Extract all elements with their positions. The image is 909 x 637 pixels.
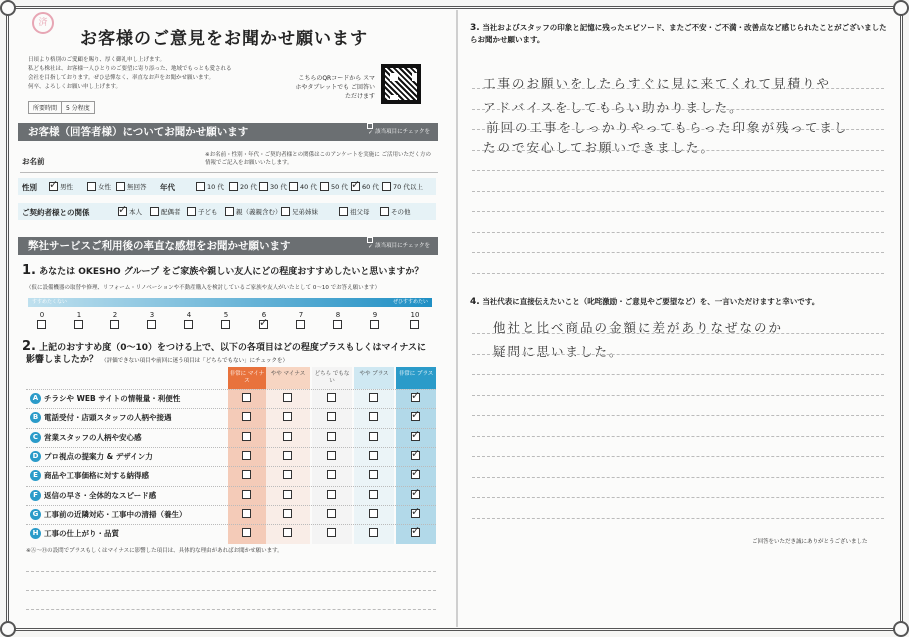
answer-line [472, 477, 884, 478]
name-line [20, 172, 438, 173]
time-required: 所要時間 5 分程度 [28, 101, 95, 114]
gender-option-label: 無回答 [127, 183, 147, 191]
answer-line [472, 170, 884, 171]
matrix-column-header: 非常に マイナス [228, 367, 266, 389]
checkbox-icon[interactable] [187, 207, 196, 216]
matrix-checkbox[interactable] [369, 432, 378, 441]
page-fold [456, 10, 458, 627]
intro-text: 日頃より格別のご愛顧を賜り、厚く御礼申し上げます。 私ども株社は、お客様一人ひとりのご要望に寄り添った、地域でもっとも愛される 会社を目指しております。ぜひ忌憚なく、率直なお声をお聞かせ願います。 何卒、よろしくお願い申し上げます。 [28, 57, 232, 90]
gender-option[interactable] [49, 182, 73, 191]
matrix-checkbox[interactable] [327, 528, 336, 537]
scale-checkbox[interactable] [221, 320, 230, 329]
answer-line [472, 333, 884, 334]
gender-option-label: 男性 [60, 183, 73, 191]
relation-option-label: 配偶者 [161, 208, 181, 216]
answer-line [472, 436, 884, 437]
answer-line [472, 109, 884, 110]
received-stamp: 済 [32, 12, 54, 34]
matrix-item-label [30, 412, 172, 423]
letter-badge: E [30, 470, 41, 481]
page-title: お客様のご意見をお聞かせ願います [80, 29, 368, 49]
matrix-checkbox[interactable] [411, 528, 420, 537]
matrix-checkbox[interactable] [327, 412, 336, 421]
matrix-item-label [30, 393, 180, 404]
matrix-item-label [30, 528, 119, 539]
matrix-checkbox[interactable] [283, 412, 292, 421]
q4-title: 4. 当社代表に直接伝えたいこと（叱咤激励・ご意見やご要望など）を、一言いただけますと幸いです。 [470, 297, 820, 307]
letter-badge: C [30, 432, 41, 443]
scale-number: 10 [410, 311, 420, 319]
age-option[interactable] [289, 182, 317, 191]
checkbox-icon[interactable] [339, 207, 348, 216]
gender-option[interactable] [87, 182, 111, 191]
matrix-checkbox[interactable] [411, 393, 420, 402]
answer-line [472, 252, 884, 253]
scale-number: 3 [149, 311, 155, 319]
checkbox-icon[interactable] [118, 207, 127, 216]
matrix-checkbox[interactable] [369, 393, 378, 402]
answer-line [26, 590, 436, 591]
matrix-column-header: やや プラス [354, 367, 394, 389]
matrix-checkbox[interactable] [283, 490, 292, 499]
relation-option[interactable] [225, 207, 282, 216]
recommend-scale-bar: すすめたくない ぜひすすめたい [28, 298, 432, 307]
q3-answer-line: アドバイスをしてもらい助かりました。 [483, 100, 744, 115]
matrix-column-header: どちら でもない [312, 367, 352, 389]
q4-answer-line: 他社と比べ商品の金額に差がありなぜなのか [493, 320, 784, 335]
scale-number: 9 [372, 311, 378, 319]
checkbox-icon[interactable] [225, 207, 234, 216]
matrix-item-text: 工事前の近隣対応・工事中の清掃（養生） [44, 509, 187, 519]
relation-option-label: 本人 [129, 208, 142, 216]
age-option[interactable] [229, 182, 257, 191]
checkbox-icon[interactable] [259, 182, 268, 191]
section-respondent-header: お客様（回答者様）についてお聞かせ願います ✓ 該当項目にチェックを [18, 123, 438, 141]
matrix-checkbox[interactable] [283, 528, 292, 537]
relation-option[interactable] [281, 207, 318, 216]
relation-option[interactable] [380, 207, 411, 216]
age-option[interactable] [320, 182, 348, 191]
age-option[interactable] [351, 182, 379, 191]
answer-line [472, 518, 884, 519]
matrix-checkbox[interactable] [242, 432, 251, 441]
checkbox-icon[interactable] [281, 207, 290, 216]
matrix-item-label [30, 432, 142, 443]
scale-checkbox[interactable] [110, 320, 119, 329]
matrix-item-text: 工事の仕上がり・品質 [44, 529, 119, 539]
age-label: 年代 [160, 183, 175, 192]
scale-checkbox[interactable] [410, 320, 419, 329]
answer-line [26, 571, 436, 572]
relation-option-label: 祖父母 [350, 208, 370, 216]
scale-checkbox[interactable] [370, 320, 379, 329]
q3-answer-line: 工事のお願いをしたらすぐに見に来てくれて見積りや [483, 76, 832, 91]
matrix-item-text: 営業スタッフの人柄や安心感 [44, 432, 142, 442]
age-option[interactable] [259, 182, 287, 191]
letter-badge: F [30, 490, 41, 501]
matrix-item-text: 返信の早さ・全体的なスピード感 [44, 490, 157, 500]
q2-title: 2. 上記のおすすめ度（0〜10）をつける上で、以下の各項目はどの程度プラスもしくはマイナスに [22, 339, 427, 354]
q2-footnote: ※Ⓐ〜Ⓗの設問でプラスもしくはマイナスに影響した項目は、具体的な理由があればお聞かせ願います。 [26, 548, 283, 554]
matrix-checkbox[interactable] [283, 470, 292, 479]
checkbox-icon[interactable] [87, 182, 96, 191]
letter-badge: H [30, 528, 41, 539]
matrix-checkbox[interactable] [411, 412, 420, 421]
answer-line [472, 150, 884, 151]
section-impression-header: 弊社サービスご利用後の率直な感想をお聞かせ願います ✓ 該当項目にチェックを [18, 237, 438, 255]
age-option-label: 70 代以上 [393, 183, 423, 191]
relation-option[interactable] [187, 207, 218, 216]
matrix-checkbox[interactable] [327, 470, 336, 479]
checkbox-icon[interactable] [49, 182, 58, 191]
gender-option-label: 女性 [98, 183, 111, 191]
scale-checkbox[interactable] [296, 320, 305, 329]
matrix-item-text: プロ視点の提案力 & デザイン力 [44, 451, 153, 461]
q4-answer-line: 疑問に思いました。 [493, 344, 624, 359]
matrix-checkbox[interactable] [327, 509, 336, 518]
gender-option[interactable] [116, 182, 147, 191]
answer-line [472, 88, 884, 89]
relation-option-label: 親（義親含む） [236, 208, 282, 216]
checkbox-icon[interactable] [320, 182, 329, 191]
checkbox-icon[interactable] [196, 182, 205, 191]
qr-code-icon [381, 64, 421, 104]
letter-badge: G [30, 509, 41, 520]
matrix-checkbox[interactable] [242, 470, 251, 479]
matrix-checkbox[interactable] [369, 509, 378, 518]
q2-title-line2: 影響しましたか？ （評価できない項目や前回に迷う項目は「どちらでもない」にチェックを） [26, 355, 288, 365]
checkbox-icon[interactable] [116, 182, 125, 191]
matrix-checkbox[interactable] [411, 509, 420, 518]
matrix-checkbox[interactable] [369, 451, 378, 460]
matrix-checkbox[interactable] [242, 528, 251, 537]
scale-number: 1 [76, 311, 82, 319]
matrix-checkbox[interactable] [411, 490, 420, 499]
matrix-checkbox[interactable] [411, 470, 420, 479]
letter-badge: D [30, 451, 41, 462]
answer-line [26, 609, 436, 610]
matrix-checkbox[interactable] [283, 432, 292, 441]
scale-checkbox[interactable] [259, 320, 268, 329]
matrix-column-header: やや マイナス [266, 367, 310, 389]
age-option[interactable] [196, 182, 224, 191]
matrix-item-text: 電話受付・店頭スタッフの人柄や接遇 [44, 413, 172, 423]
answer-line [472, 191, 884, 192]
name-label: お名前 [22, 157, 45, 166]
q3-title: 3. 当社およびスタッフの印象と記憶に残ったエピソード、またご不安・ご不満・改善点など感じられたことがございましたらお聞かせ願います。 [470, 23, 887, 44]
relation-option[interactable] [118, 207, 142, 216]
age-option-label: 40 代 [300, 183, 317, 191]
matrix-item-text: 商品や工事価格に対する納得感 [44, 471, 149, 481]
gender-label: 性別 [22, 183, 37, 192]
answer-line [472, 273, 884, 274]
relation-option-label: 兄弟姉妹 [292, 208, 318, 216]
corner-ornament [0, 0, 16, 16]
answer-line [472, 354, 884, 355]
letter-badge: A [30, 393, 41, 404]
age-option-label: 10 代 [207, 183, 224, 191]
scale-number: 5 [223, 311, 229, 319]
answer-line [472, 415, 884, 416]
scale-number: 8 [335, 311, 341, 319]
corner-ornament [893, 0, 909, 16]
corner-ornament [893, 621, 909, 637]
relation-option-label: その他 [391, 208, 411, 216]
matrix-item-label [30, 509, 187, 520]
checkbox-icon[interactable] [380, 207, 389, 216]
matrix-checkbox[interactable] [369, 490, 378, 499]
matrix-item-label [30, 470, 149, 481]
qr-caption: こちらのQRコードから スマホやタブレットでも ご回答いただけます [295, 75, 375, 100]
relation-option-label: 子ども [198, 208, 218, 216]
age-option-label: 60 代 [362, 183, 379, 191]
matrix-checkbox[interactable] [369, 470, 378, 479]
scale-number: 0 [39, 311, 45, 319]
q1-note: （仮に設備機器の取替や修理、リフォーム・リノベーションや不動産購入を検討しているご家族や友人がいたとして 0〜10 でお答え願います） [26, 285, 381, 291]
q3-answer-line: 前回の工事をしっかりやってもらった印象が残ってまし [486, 120, 849, 135]
answer-line [472, 395, 884, 396]
relation-option[interactable] [150, 207, 181, 216]
scale-checkbox[interactable] [333, 320, 342, 329]
matrix-checkbox[interactable] [242, 451, 251, 460]
q1-title: 1. あなたは OKESHO グループ をご家族や親しい友人にどの程度おすすめしたいと思いますか？ [22, 263, 424, 278]
matrix-checkbox[interactable] [327, 490, 336, 499]
matrix-checkbox[interactable] [242, 393, 251, 402]
matrix-item-text: チラシや WEB サイトの情報量・利便性 [44, 394, 181, 403]
matrix-item-label [30, 490, 156, 501]
checkbox-icon[interactable] [351, 182, 360, 191]
matrix-checkbox[interactable] [327, 451, 336, 460]
answer-line [472, 211, 884, 212]
matrix-checkbox[interactable] [369, 528, 378, 537]
age-option-label: 50 代 [331, 183, 348, 191]
q3-answer-line: たので安心してお願いできました。 [483, 140, 716, 155]
thanks-note: ご回答をいただき誠にありがとうございました [752, 539, 868, 545]
scale-number: 2 [112, 311, 118, 319]
matrix-item-label [30, 451, 153, 462]
relation-label: ご契約者様との関係 [22, 208, 90, 217]
matrix-checkbox[interactable] [327, 393, 336, 402]
age-option[interactable] [382, 182, 423, 191]
matrix-column-header: 非常に プラス [396, 367, 436, 389]
matrix-checkbox[interactable] [242, 490, 251, 499]
relation-option[interactable] [339, 207, 370, 216]
name-note: ※お名前・性別・年代・ご契約者様との関係はこのアンケートを実施に ご活用いただく方の情報でご記入をお願いいたします。 [205, 152, 432, 166]
checkbox-icon[interactable] [382, 182, 391, 191]
answer-line [472, 497, 884, 498]
matrix-checkbox[interactable] [327, 432, 336, 441]
scale-checkbox[interactable] [184, 320, 193, 329]
answer-line [472, 374, 884, 375]
letter-badge: B [30, 412, 41, 423]
checkbox-icon[interactable] [150, 207, 159, 216]
matrix-checkbox[interactable] [411, 451, 420, 460]
matrix-checkbox[interactable] [411, 432, 420, 441]
scale-number: 6 [261, 311, 267, 319]
matrix-checkbox[interactable] [242, 412, 251, 421]
matrix-checkbox[interactable] [283, 451, 292, 460]
scale-checkbox[interactable] [147, 320, 156, 329]
matrix-checkbox[interactable] [242, 509, 251, 518]
corner-ornament [0, 621, 16, 637]
scale-checkbox[interactable] [37, 320, 46, 329]
matrix-checkbox[interactable] [369, 412, 378, 421]
checkbox-icon[interactable] [229, 182, 238, 191]
age-option-label: 20 代 [240, 183, 257, 191]
age-option-label: 30 代 [270, 183, 287, 191]
checkbox-icon[interactable] [289, 182, 298, 191]
answer-line [472, 129, 884, 130]
scale-checkbox[interactable] [74, 320, 83, 329]
answer-line [472, 456, 884, 457]
matrix-checkbox[interactable] [283, 509, 292, 518]
answer-line [472, 232, 884, 233]
scale-number: 7 [298, 311, 304, 319]
matrix-checkbox[interactable] [283, 393, 292, 402]
scale-number: 4 [186, 311, 192, 319]
